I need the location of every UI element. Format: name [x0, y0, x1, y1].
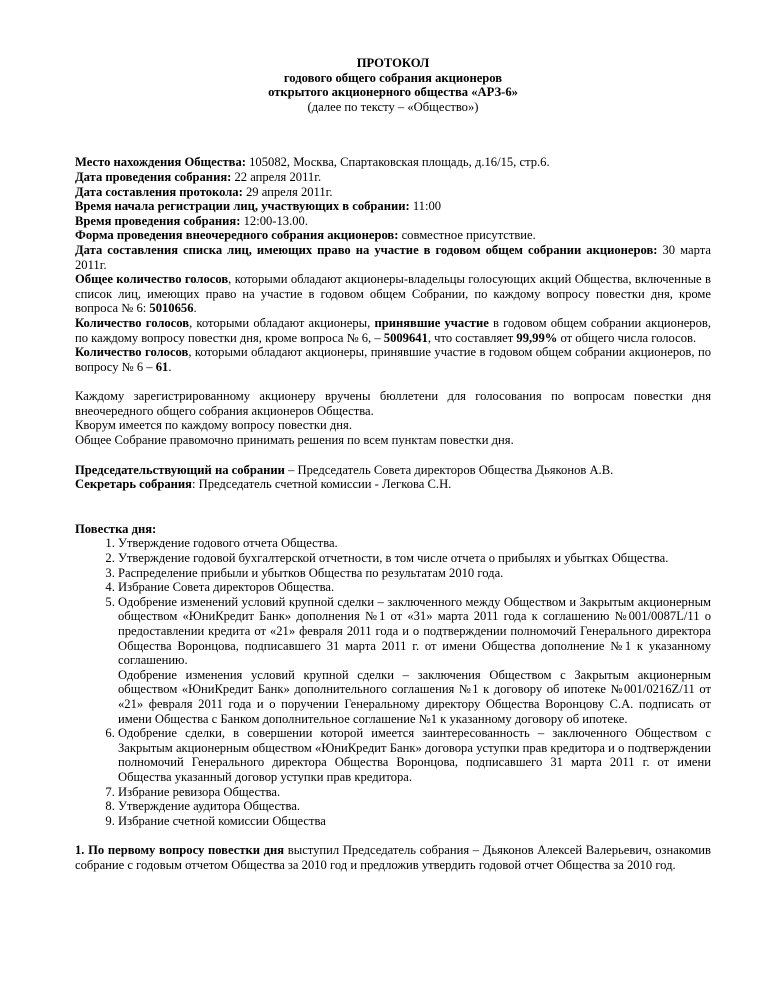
votes-total-paragraph: Общее количество голосов, которыми обладают акционеры-владельцы голосующих акций Общества, включенные в список лиц, имеющих право на участие в годовом общем Собрании, по каждому вопросу повестки дня, кроме вопроса № 6: 5010656. [75, 272, 711, 316]
company-name: открытого акционерного общества «АРЗ-6» [268, 85, 518, 100]
agenda-item: 7. Избрание ревизора Общества. [118, 785, 711, 800]
agenda-item: 1. Утверждение годового отчета Общества. [118, 536, 711, 551]
officers-section [75, 463, 711, 492]
company-alias: (далее по тексту – «Общество») [307, 99, 479, 114]
quorum-paragraph: Кворум имеется по каждому вопросу повестки дня. [75, 418, 352, 433]
agenda-title: Повестка дня: [75, 521, 157, 536]
protocol-title: ПРОТОКОЛ [356, 56, 430, 70]
votes-question6-paragraph: Количество голосов, которыми обладают акционеры, принявшие участие в годовом общем собрании акционеров, по вопросу № 6 – 61. [75, 345, 711, 374]
agenda-item: 3. Распределение прибыли и убытков Общества по результатам 2010 года. [118, 566, 711, 581]
meeting-time-line: Время проведения собрания: 12:00-13.00. [75, 213, 308, 228]
agenda-list [75, 536, 711, 828]
agenda-item: 6. Одобрение сделки, в совершении которой имеется заинтересованность – заключенного Обществом с Закрытым акционерным обществом «ЮниКредит Банк» договора уступки прав кредитора и о подтверждении полномочий Генерального директора Общества Воронцова, подписавшего 31 марта 2011 г. от имени Общества указанный договор уступки прав кредитора. [118, 726, 711, 784]
location-line: Место нахождения Общества: 105082, Москва, Спартаковская площадь, д.16/15, стр.6. [75, 155, 550, 170]
votes-participated-paragraph: Количество голосов, которыми обладают акционеры, принявшие участие в годовом общем собрании акционеров, по каждому вопросу повестки дня, кроме вопроса № 6, – 5009641, что составляет 99,99% от общего числа голосов. [75, 315, 711, 345]
protocol-subtitle: годового общего собрания акционеров [283, 70, 503, 85]
document-header [75, 56, 711, 114]
agenda-section [75, 522, 711, 828]
list-date-line: Дата составления списка лиц, имеющих право на участие в годовом общем собрании акционеров: 30 марта 2011г. [75, 242, 711, 272]
ballots-section [75, 389, 711, 447]
agenda-item: 9. Избрание счетной комиссии Общества [118, 814, 711, 829]
secretary-line: Секретарь собрания: Председатель счетной комиссии - Легкова С.Н. [75, 477, 452, 492]
competence-paragraph: Общее Собрание правомочно принимать решения по всем пунктам повестки дня. [75, 433, 514, 448]
agenda-item-5 [118, 595, 711, 726]
protocol-date-line: Дата составления протокола: 29 апреля 2011г. [75, 184, 333, 199]
registration-time-line: Время начала регистрации лиц, участвующих в собрании: 11:00 [75, 199, 442, 214]
agenda-item: 2. Утверждение годовой бухгалтерской отчетности, в том числе отчета о прибылях и убытках Общества. [118, 551, 711, 566]
meeting-form-line: Форма проведения внеочередного собрания акционеров: совместное присутствие. [75, 228, 536, 243]
chairman-line: Председательствующий на собрании – Председатель Совета директоров Общества Дьяконов А.В. [75, 462, 614, 477]
section-1-paragraph: 1. По первому вопросу повестки дня выступил Председатель собрания – Дьяконов Алексей Валерьевич, ознакомив собрание с годовым отчетом Общества за 2010 год и предложив утвердить годовой отчет Общества за 2010 год. [75, 843, 711, 872]
meeting-info [75, 155, 711, 374]
agenda-item: 4. Избрание Совета директоров Общества. [118, 580, 711, 595]
agenda-item: 8. Утверждение аудитора Общества. [118, 799, 711, 814]
agenda-item-5-text: 5. Одобрение изменений условий крупной сделки – заключенного между Обществом и Закрытым акционерным обществом «ЮниКредит Банк» дополнения №1 от «31» марта 2011 года к соглашению №001/0087L/11 о предоставлении кредита от «21» февраля 2011 года и о подтверждении полномочий Генерального директора Общества Воронцова, подписавшего 31 марта 2011 г. от имени Общества дополнение №1 к указанному соглашению. [118, 594, 711, 668]
ballots-paragraph: Каждому зарегистрированному акционеру вручены бюллетени для голосования по вопросам повестки дня внеочередного общего собрания акционеров Общества. [75, 389, 711, 418]
agenda-item-5-subtext: Одобрение изменения условий крупной сделки – заключения Обществом с Закрытым акционерным обществом «ЮниКредит Банк» дополнительного соглашения №1 к договору об ипотеке №001/0216Z/11 от «21» февраля 2011 года и о поручении Генеральному директору Общества Воронцову С.А. подписать от имени Общества с Банком дополнительное соглашение №1 к указанному договору об ипотеке. [118, 667, 711, 726]
meeting-date-line: Дата проведения собрания: 22 апреля 2011г. [75, 169, 322, 184]
